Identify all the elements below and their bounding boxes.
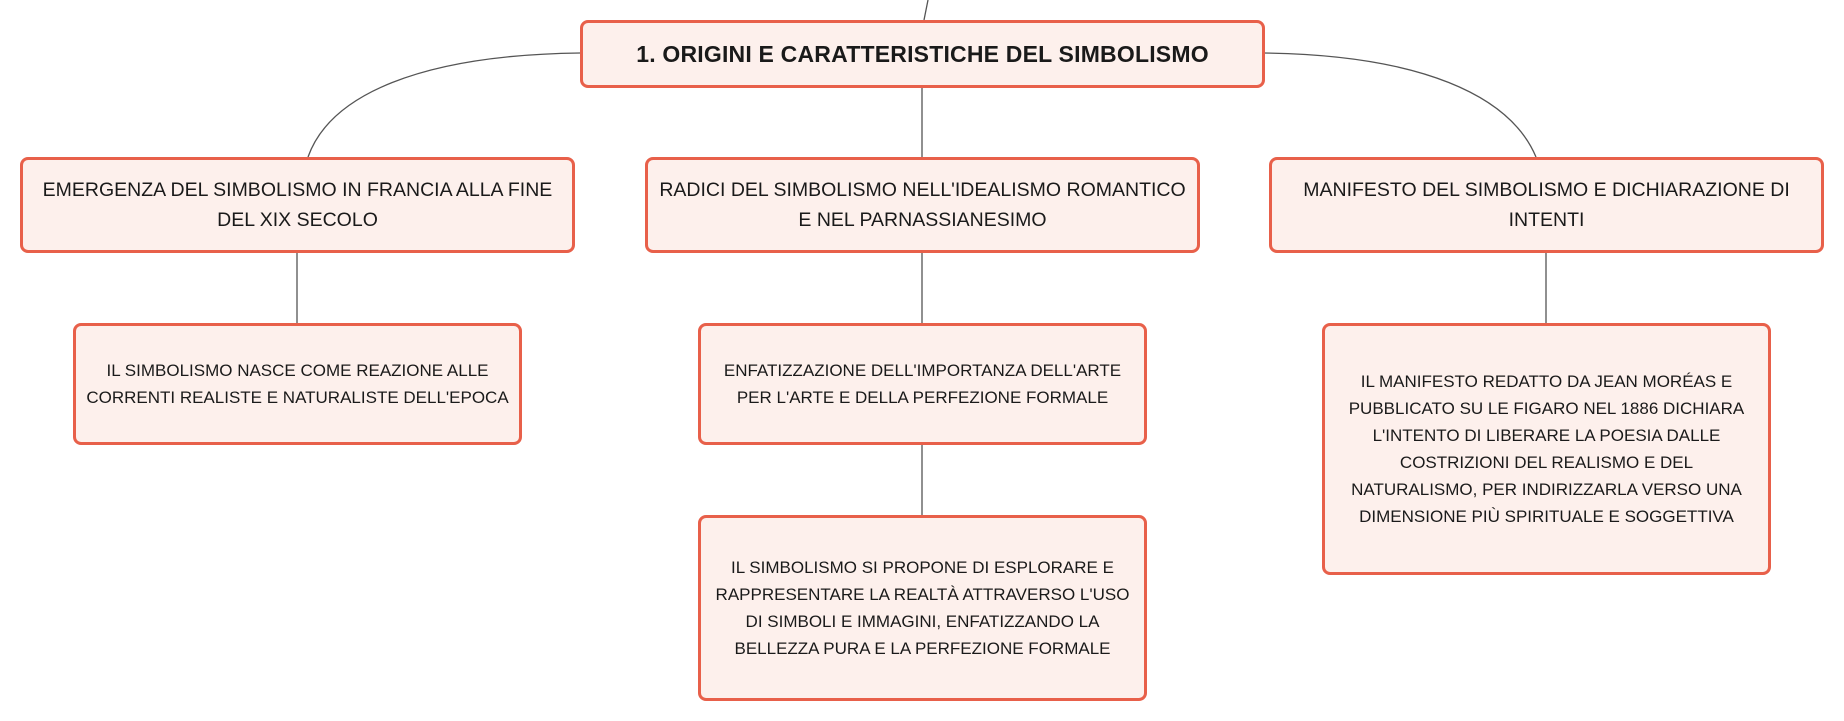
child-node-arte-per-arte[interactable] bbox=[698, 323, 1147, 445]
branch-node-label: MANIFESTO DEL SIMBOLISMO E DICHIARAZIONE DI INTENTI bbox=[1303, 179, 1790, 231]
child-node-esplorare-realta[interactable] bbox=[698, 515, 1147, 701]
child-node-label: IL MANIFESTO REDATTO DA JEAN MORÉAS E PUBBLICATO SU LE FIGARO NEL 1886 DICHIARA L'INTENTO DI LIBERARE LA POESIA DALLE COSTRIZIONI DEL REALISMO E DEL NATURALISMO, PER INDIRIZZARLA VERSO UNA DIMENSIONE PIÙ SPIRITUALE E SOGGETTIVA bbox=[1348, 372, 1745, 526]
connector-root-to-branch-3 bbox=[1264, 53, 1536, 157]
root-node[interactable] bbox=[580, 20, 1265, 88]
child-node-label: ENFATIZZAZIONE DELL'IMPORTANZA DELL'ARTE PER L'ARTE E DELLA PERFEZIONE FORMALE bbox=[723, 361, 1122, 407]
child-node-label: IL SIMBOLISMO NASCE COME REAZIONE ALLE CORRENTI REALISTE E NATURALISTE DELL'EPOCA bbox=[86, 361, 509, 407]
root-node-label: 1. ORIGINI E CARATTERISTICHE DEL SIMBOLISMO bbox=[636, 40, 1209, 67]
branch-node-emergenza[interactable] bbox=[20, 157, 575, 253]
child-node-reazione[interactable] bbox=[73, 323, 522, 445]
branch-node-radici[interactable] bbox=[645, 157, 1200, 253]
child-node-label: IL SIMBOLISMO SI PROPONE DI ESPLORARE E RAPPRESENTARE LA REALTÀ ATTRAVERSO L'USO DI SIMBOLI E IMMAGINI, ENFATIZZANDO LA BELLEZZA PURA E LA PERFEZIONE FORMALE bbox=[715, 558, 1130, 658]
branch-node-label: EMERGENZA DEL SIMBOLISMO IN FRANCIA ALLA FINE DEL XIX SECOLO bbox=[42, 179, 553, 231]
child-node-manifesto-moreas[interactable] bbox=[1322, 323, 1771, 575]
branch-node-manifesto[interactable] bbox=[1269, 157, 1824, 253]
connector-root-to-branch-1 bbox=[308, 53, 580, 157]
branch-node-label: RADICI DEL SIMBOLISMO NELL'IDEALISMO ROMANTICO E NEL PARNASSIANESIMO bbox=[659, 179, 1186, 231]
connector-parent-to-root bbox=[924, 0, 928, 20]
